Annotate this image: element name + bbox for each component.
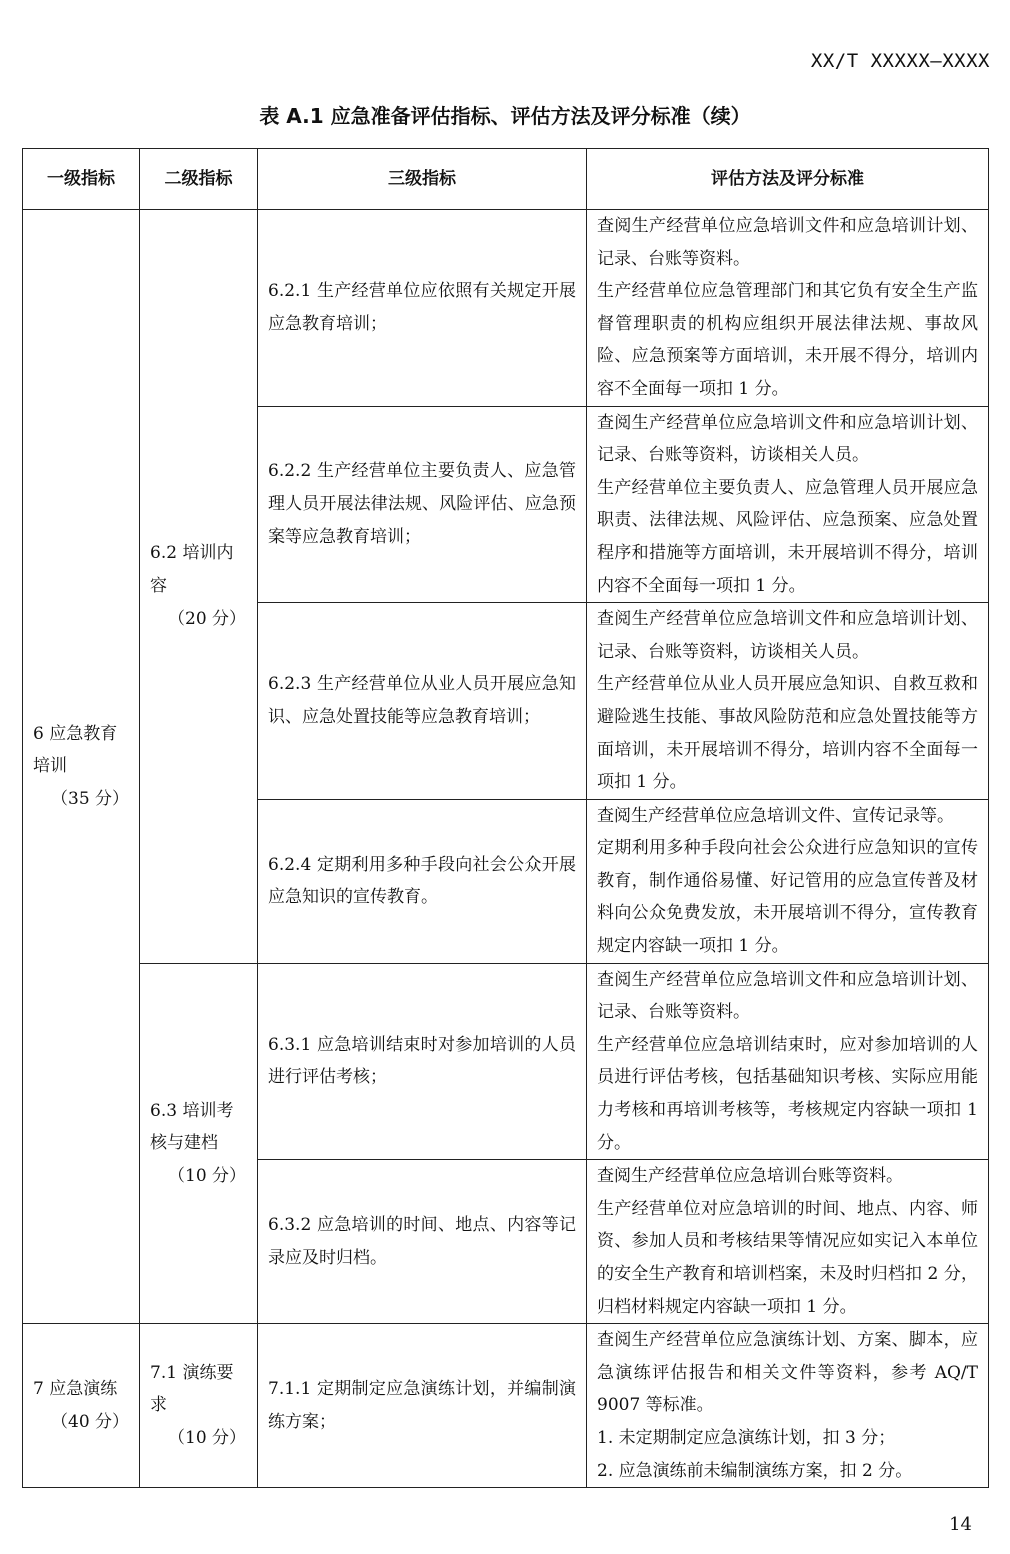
level2-name-cont: 求 — [150, 1395, 167, 1416]
level2-name: 6.2 培训内 — [150, 543, 234, 564]
table-row — [23, 1324, 989, 1488]
table-row — [23, 210, 989, 407]
level1-cell-6 — [23, 210, 140, 1324]
level2-cell-6-3 — [140, 963, 258, 1324]
method-line: 查阅生产经营单位应急培训文件和应急培训计划、记录、台账等资料。 — [597, 216, 978, 269]
level1-name-cont: 培训 — [33, 756, 67, 777]
level1-points: （40 分） — [51, 1411, 130, 1432]
page-number: 14 — [949, 1514, 972, 1535]
level2-cell-7-1 — [140, 1324, 258, 1488]
standard-code: XX/T XXXXX—XXXX — [810, 50, 990, 72]
method-line: 查阅生产经营单位应急培训文件和应急培训计划、记录、台账等资料，访谈相关人员。 — [597, 412, 978, 466]
method-cell — [587, 1324, 989, 1488]
level3-cell: 6.2.1 生产经营单位应依照有关规定开展应急教育培训； — [258, 210, 587, 407]
assessment-table — [22, 148, 989, 1488]
header-method: 评估方法及评分标准 — [587, 149, 989, 210]
method-line: 生产经营单位主要负责人、应急管理人员开展应急职责、法律法规、风险评估、应急预案、应急处置程序和措施等方面培训，未开展培训不得分，培训内容不全面每一项扣 1 分。 — [597, 477, 978, 596]
method-line: 生产经营单位应急培训结束时，应对参加培训的人员进行评估考核，包括基础知识考核、实际应用能力考核和再培训考核等，考核规定内容缺一项扣 1 分。 — [597, 1034, 978, 1153]
table-title: 表 A.1 应急准备评估指标、评估方法及评分标准（续） — [259, 104, 751, 128]
method-cell — [587, 1160, 989, 1324]
table-row — [23, 963, 989, 1160]
level3-cell: 6.2.4 定期利用多种手段向社会公众开展应急知识的宣传教育。 — [258, 799, 587, 963]
level2-name-cont: 核与建档 — [150, 1133, 218, 1154]
method-cell — [587, 603, 989, 800]
level2-points: （10 分） — [168, 1165, 247, 1186]
method-cell — [587, 210, 989, 407]
level2-name-cont: 容 — [150, 576, 167, 597]
level2-cell-6-2 — [140, 210, 258, 964]
method-line: 生产经营单位应急管理部门和其它负有安全生产监督管理职责的机构应组织开展法律法规、事故风险、应急预案等方面培训，未开展不得分，培训内容不全面每一项扣 1 分。 — [597, 281, 978, 399]
level3-cell: 7.1.1 定期制定应急演练计划，并编制演练方案； — [258, 1324, 587, 1488]
method-cell — [587, 963, 989, 1160]
method-line: 查阅生产经营单位应急培训文件和应急培训计划、记录、台账等资料。 — [597, 969, 978, 1023]
table-header-row — [23, 149, 989, 210]
method-line: 生产经营单位从业人员开展应急知识、自救互救和避险逃生技能、事故风险防范和应急处置技能等方面培训，未开展培训不得分，培训内容不全面每一项扣 1 分。 — [597, 674, 978, 793]
method-line: 查阅生产经营单位应急培训台账等资料。 — [597, 1166, 903, 1187]
method-cell — [587, 406, 989, 603]
method-line: 1. 未定期制定应急演练计划，扣 3 分； — [597, 1428, 896, 1449]
level3-cell: 6.3.1 应急培训结束时对参加培训的人员进行评估考核； — [258, 963, 587, 1160]
level1-name: 6 应急教育 — [33, 723, 118, 744]
level1-name: 7 应急演练 — [33, 1379, 118, 1400]
method-line: 查阅生产经营单位应急演练计划、方案、脚本，应急演练评估报告和相关文件等资料，参考 AQ/T 9007 等标准。 — [597, 1330, 978, 1416]
header-level2: 二级指标 — [140, 149, 258, 210]
level3-cell: 6.3.2 应急培训的时间、地点、内容等记录应及时归档。 — [258, 1160, 587, 1324]
level2-points: （20 分） — [168, 608, 247, 629]
header-level3: 三级指标 — [258, 149, 587, 210]
level3-cell: 6.2.3 生产经营单位从业人员开展应急知识、应急处置技能等应急教育培训； — [258, 603, 587, 800]
level3-cell: 6.2.2 生产经营单位主要负责人、应急管理人员开展法律法规、风险评估、应急预案等应急教育培训； — [258, 406, 587, 603]
header-level1: 一级指标 — [23, 149, 140, 210]
method-line: 定期利用多种手段向社会公众进行应急知识的宣传教育，制作通俗易懂、好记管用的应急宣传普及材料向公众免费发放，未开展培训不得分，宣传教育规定内容缺一项扣 1 分。 — [597, 838, 978, 957]
level2-name: 6.3 培训考 — [150, 1100, 234, 1121]
level1-cell-7 — [23, 1324, 140, 1488]
level2-name: 7.1 演练要 — [150, 1362, 234, 1383]
method-line: 查阅生产经营单位应急培训文件、宣传记录等。 — [597, 805, 954, 826]
method-line: 生产经营单位对应急培训的时间、地点、内容、师资、参加人员和考核结果等情况应如实记入本单位的安全生产教育和培训档案，未及时归档扣 2 分，归档材料规定内容缺一项扣 1 分。 — [597, 1198, 978, 1317]
level1-points: （35 分） — [51, 788, 130, 809]
level2-points: （10 分） — [168, 1428, 247, 1449]
method-cell — [587, 799, 989, 963]
method-line: 查阅生产经营单位应急培训文件和应急培训计划、记录、台账等资料，访谈相关人员。 — [597, 609, 978, 662]
method-line: 2. 应急演练前未编制演练方案，扣 2 分。 — [597, 1460, 913, 1481]
